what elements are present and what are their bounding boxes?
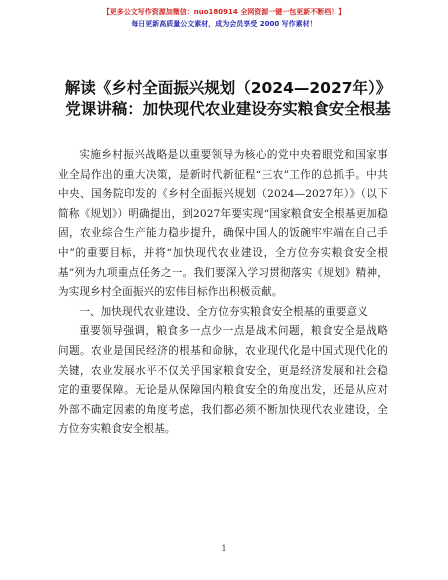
document-title: 解读《乡村全面振兴规划（2024—2027年）》党课讲稿：加快现代农业建设夯实粮食安全根基 — [64, 79, 392, 118]
document-body — [58, 146, 388, 440]
section-heading-1: 一、加快现代农业建设、全方位夯实粮食安全根基的重要意义 — [79, 305, 368, 318]
promo-banner-line-1: 【更多公文写作资源加微信：nuo180914 全网资源一键一包更新不断档！】 — [102, 8, 346, 16]
promo-banner-line-2: 每日更新高质量公文素材，成为会员享受 2000 写作素材！ — [131, 20, 317, 28]
paragraph-section-1: 重要领导强调，粮食多一点少一点是战术问题，粮食安全是战略问题。农业是国民经济的根基和命脉，农业现代化是中国式现代化的关键，农业发展水平不仅关乎国家粮食安全，更是经济发展和社会稳定的重要保障。无论是从保障国内粮食安全的角度出发，还是从应对外部不确定因素的角度考虑，我们都必须不断加快现代农业建设，全方位夯实粮食安全根基。 — [58, 325, 388, 436]
paragraph-intro: 实施乡村振兴战略是以重要领导为核心的党中央着眼党和国家事业全局作出的重大决策，是新时代新征程“三农”工作的总抓手。中共中央、国务院印发的《乡村全面振兴规划（2024—2027年）》（以下简称《规划》）明确提出，到2027年要实现“国家粮食安全根基更加稳固，农业综合生产能力稳步提升，确保中国人的饭碗牢牢端在自己手中”的重要目标，并将“加快现代农业建设，全方位夯实粮食安全根基”列为九项重点任务之一。我们要深入学习贯彻落实《规划》精神，为实现乡村全面振兴的宏伟目标作出积极贡献。 — [58, 149, 388, 299]
page-number: 1 — [221, 544, 227, 553]
